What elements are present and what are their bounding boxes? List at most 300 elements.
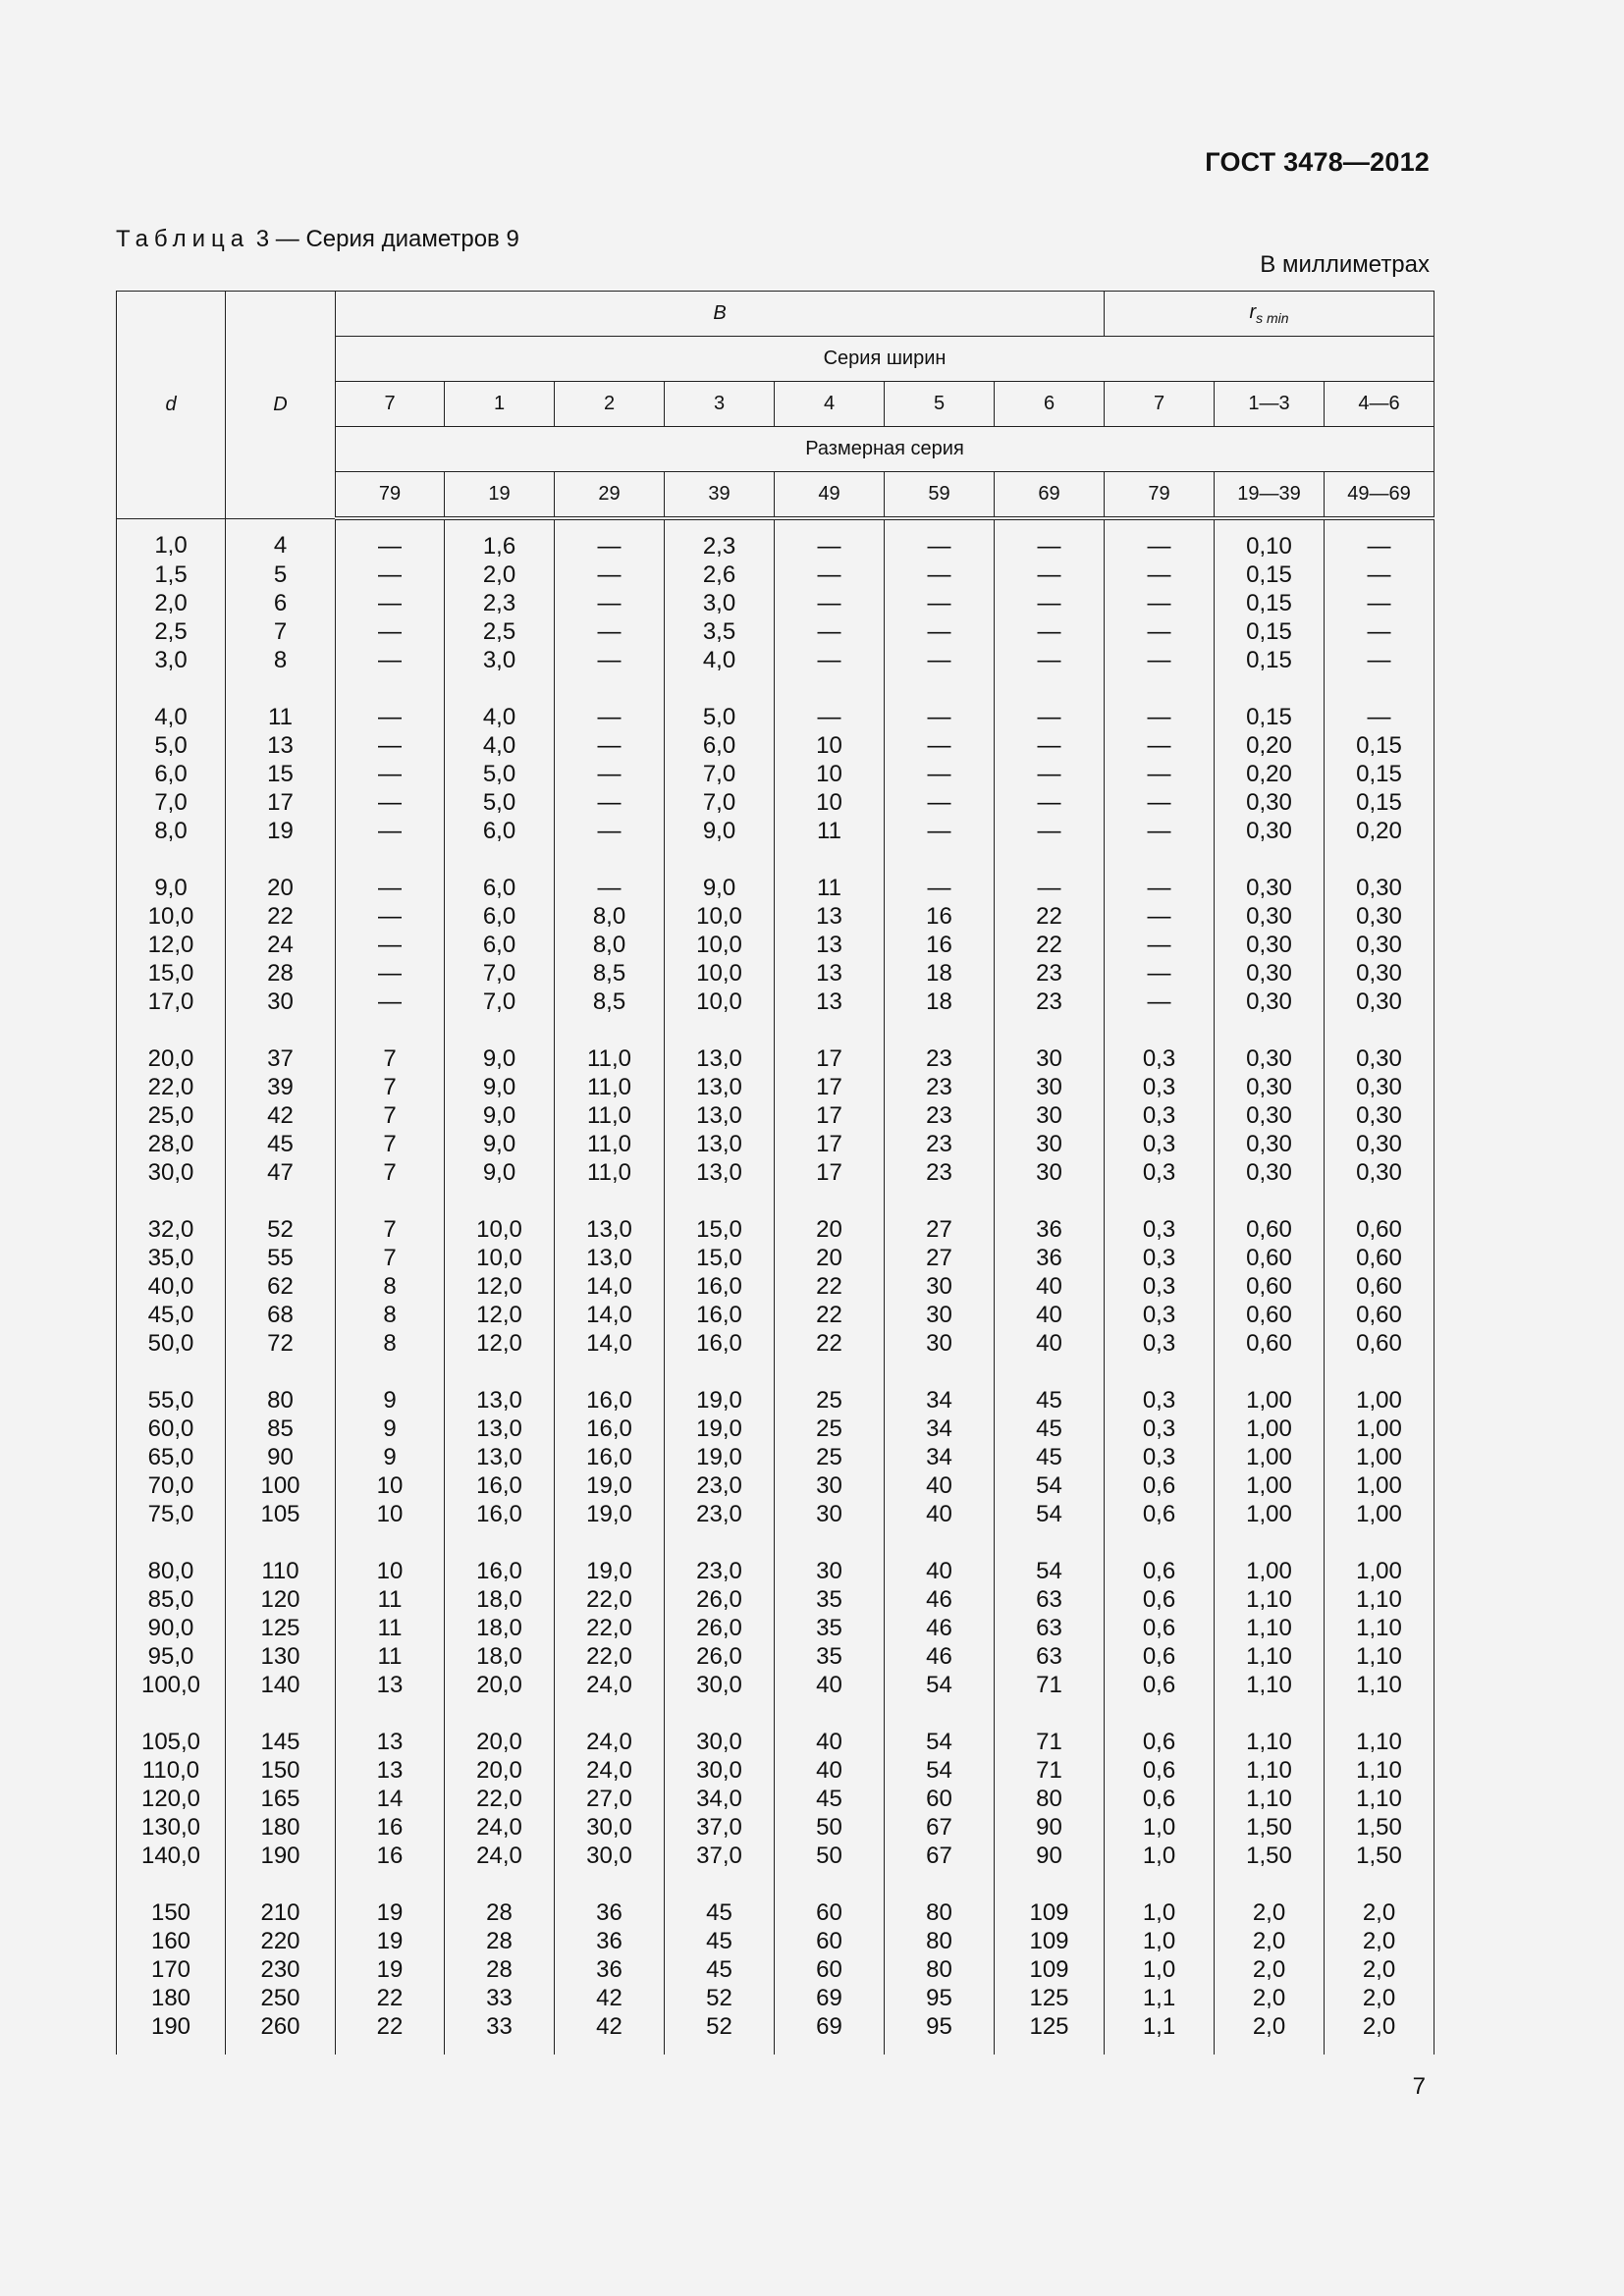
table-cell: 10,0 — [665, 959, 775, 988]
table-cell: 0,30 — [1215, 1016, 1325, 1073]
table-cell: 7 — [336, 1187, 445, 1244]
table-cell: 0,30 — [1325, 1073, 1435, 1101]
table-cell: 1,10 — [1325, 1699, 1435, 1756]
table-cell: 13,0 — [445, 1415, 555, 1443]
table-cell: — — [555, 646, 665, 674]
table-row — [117, 1244, 1435, 1272]
table-cell: 1,0 — [117, 518, 226, 561]
table-cell: 250 — [226, 1984, 336, 2012]
table-cell: 36 — [995, 1244, 1105, 1272]
table-cell: 42 — [555, 1984, 665, 2012]
table-cell: 10,0 — [117, 902, 226, 931]
table-cell: 120,0 — [117, 1785, 226, 1813]
table-cell: 6,0 — [445, 931, 555, 959]
table-cell: 5,0 — [665, 674, 775, 731]
table-cell: 0,30 — [1325, 845, 1435, 902]
table-cell: 68 — [226, 1301, 336, 1329]
table-cell: 19 — [336, 1955, 445, 1984]
table-cell: 11 — [775, 817, 885, 845]
table-cell: 71 — [995, 1671, 1105, 1699]
table-row — [117, 1699, 1435, 1756]
table-cell: 24,0 — [445, 1813, 555, 1842]
table-cell: 0,3 — [1105, 1415, 1215, 1443]
table-cell: 52 — [665, 2012, 775, 2055]
table-cell: 0,15 — [1215, 674, 1325, 731]
table-cell: — — [1325, 589, 1435, 617]
table-cell: 0,3 — [1105, 1443, 1215, 1471]
width-series-cell: 4 — [775, 382, 885, 427]
table-cell: — — [1325, 518, 1435, 561]
table-cell: — — [336, 959, 445, 988]
table-cell: 2,0 — [1325, 1927, 1435, 1955]
table-cell: 40 — [775, 1756, 885, 1785]
table-cell: 260 — [226, 2012, 336, 2055]
table-row — [117, 1101, 1435, 1130]
table-cell: 12,0 — [445, 1301, 555, 1329]
table-cell: 70,0 — [117, 1471, 226, 1500]
header-dimension-series: Размерная серия — [336, 427, 1435, 472]
table-cell: 54 — [995, 1528, 1105, 1585]
table-cell: 210 — [226, 1870, 336, 1927]
table-cell: 13 — [775, 931, 885, 959]
table-cell: 45 — [665, 1870, 775, 1927]
table-row — [117, 731, 1435, 760]
table-cell: — — [555, 817, 665, 845]
table-cell: — — [1105, 788, 1215, 817]
table-cell: 20 — [775, 1244, 885, 1272]
table-cell: 9,0 — [445, 1158, 555, 1187]
table-cell: 8 — [336, 1272, 445, 1301]
table-cell: 17,0 — [117, 988, 226, 1016]
table-cell: 190 — [226, 1842, 336, 1870]
table-body — [117, 518, 1435, 2055]
table-row — [117, 1443, 1435, 1471]
table-cell: 2,0 — [117, 589, 226, 617]
table-cell: 19,0 — [555, 1528, 665, 1585]
table-cell: 20,0 — [117, 1016, 226, 1073]
table-cell: 10,0 — [665, 931, 775, 959]
table-cell: 42 — [555, 2012, 665, 2055]
table-cell: 140,0 — [117, 1842, 226, 1870]
table-cell: 12,0 — [445, 1329, 555, 1358]
table-cell: 0,3 — [1105, 1073, 1215, 1101]
table-cell: 0,3 — [1105, 1158, 1215, 1187]
table-cell: 60,0 — [117, 1415, 226, 1443]
table-cell: 34,0 — [665, 1785, 775, 1813]
table-cell: — — [1105, 617, 1215, 646]
table-cell: — — [336, 617, 445, 646]
table-cell: — — [885, 845, 995, 902]
table-cell: 1,10 — [1215, 1585, 1325, 1614]
table-cell: 2,0 — [1325, 1955, 1435, 1984]
table-cell: 0,30 — [1325, 1158, 1435, 1187]
table-cell: 0,30 — [1215, 931, 1325, 959]
table-cell: 13,0 — [665, 1016, 775, 1073]
table-cell: — — [1105, 817, 1215, 845]
table-cell: 36 — [555, 1870, 665, 1927]
dimension-series-cell: 79 — [336, 472, 445, 519]
table-cell: 2,6 — [665, 561, 775, 589]
table-cell: — — [995, 760, 1105, 788]
table-cell: 1,5 — [117, 561, 226, 589]
table-cell: 13,0 — [665, 1158, 775, 1187]
table-cell: 16,0 — [665, 1301, 775, 1329]
table-cell: 30 — [885, 1301, 995, 1329]
table-cell: 19 — [336, 1870, 445, 1927]
table-cell: — — [1325, 617, 1435, 646]
table-cell: 36 — [995, 1187, 1105, 1244]
table-cell: 9,0 — [445, 1016, 555, 1073]
table-cell: 26,0 — [665, 1585, 775, 1614]
table-cell: 90 — [995, 1842, 1105, 1870]
table-cell: 7,0 — [445, 988, 555, 1016]
units-note: В миллиметрах — [1260, 251, 1430, 278]
table-cell: 0,30 — [1325, 1130, 1435, 1158]
table-cell: 18,0 — [445, 1585, 555, 1614]
table-cell: 22,0 — [555, 1642, 665, 1671]
table-cell: 0,60 — [1215, 1244, 1325, 1272]
table-cell: 150 — [117, 1870, 226, 1927]
table-cell: 17 — [775, 1130, 885, 1158]
table-cell: — — [1105, 589, 1215, 617]
table-cell: 8 — [336, 1329, 445, 1358]
table-cell: 2,0 — [1325, 1870, 1435, 1927]
table-cell: 22 — [995, 931, 1105, 959]
table-cell: 8,0 — [555, 902, 665, 931]
table-cell: 11 — [336, 1614, 445, 1642]
table-cell: 46 — [885, 1585, 995, 1614]
table-row — [117, 1415, 1435, 1443]
table-cell: 13 — [775, 959, 885, 988]
table-cell: 30 — [995, 1158, 1105, 1187]
table-cell: 16,0 — [665, 1272, 775, 1301]
table-cell: 0,30 — [1215, 845, 1325, 902]
table-cell: — — [336, 845, 445, 902]
table-cell: 1,00 — [1325, 1443, 1435, 1471]
table-cell: — — [555, 731, 665, 760]
table-cell: 0,30 — [1215, 959, 1325, 988]
table-cell: 40 — [995, 1301, 1105, 1329]
table-cell: — — [885, 674, 995, 731]
table-cell: — — [555, 617, 665, 646]
table-cell: — — [1325, 674, 1435, 731]
table-cell: 0,6 — [1105, 1671, 1215, 1699]
table-row — [117, 1756, 1435, 1785]
table-cell: 22 — [336, 2012, 445, 2055]
table-cell: 13 — [336, 1756, 445, 1785]
table-cell: 23 — [995, 959, 1105, 988]
table-cell: 63 — [995, 1585, 1105, 1614]
table-cell: 15,0 — [665, 1187, 775, 1244]
table-caption-label: Таблица — [116, 226, 250, 252]
table-cell: — — [336, 589, 445, 617]
table-cell: 8,0 — [117, 817, 226, 845]
table-cell: — — [336, 817, 445, 845]
table-cell: 69 — [775, 2012, 885, 2055]
table-cell: 24,0 — [555, 1671, 665, 1699]
table-cell: 42 — [226, 1101, 336, 1130]
table-cell: 0,6 — [1105, 1585, 1215, 1614]
table-cell: — — [775, 674, 885, 731]
table-cell: 0,20 — [1215, 731, 1325, 760]
table-cell: 9 — [336, 1415, 445, 1443]
table-cell: 67 — [885, 1842, 995, 1870]
table-cell: — — [1105, 646, 1215, 674]
table-cell: — — [555, 674, 665, 731]
table-cell: 20,0 — [445, 1699, 555, 1756]
table-cell: — — [555, 788, 665, 817]
table-cell: 24 — [226, 931, 336, 959]
table-cell: 2,0 — [1325, 2012, 1435, 2055]
table-cell: 0,15 — [1325, 731, 1435, 760]
table-cell: 23 — [885, 1101, 995, 1130]
table-cell: 23 — [885, 1016, 995, 1073]
table-cell: 30 — [995, 1073, 1105, 1101]
table-cell: 1,00 — [1325, 1500, 1435, 1528]
table-row — [117, 1500, 1435, 1528]
width-series-cell: 1—3 — [1215, 382, 1325, 427]
table-cell: 36 — [555, 1955, 665, 1984]
table-cell: 39 — [226, 1073, 336, 1101]
table-cell: 16,0 — [555, 1443, 665, 1471]
table-cell: — — [885, 731, 995, 760]
table-cell: — — [336, 988, 445, 1016]
table-cell: 120 — [226, 1585, 336, 1614]
table-cell: 1,00 — [1325, 1415, 1435, 1443]
table-cell: 85,0 — [117, 1585, 226, 1614]
width-series-cell: 6 — [995, 382, 1105, 427]
table-cell: 22 — [775, 1329, 885, 1358]
table-cell: 7 — [336, 1130, 445, 1158]
table-cell: 12,0 — [445, 1272, 555, 1301]
header-rs-base: r — [1249, 301, 1257, 323]
table-cell: — — [1105, 931, 1215, 959]
dimensions-table — [116, 291, 1435, 2055]
table-cell: 45 — [995, 1358, 1105, 1415]
table-cell: 1,00 — [1325, 1358, 1435, 1415]
table-cell: 7 — [336, 1158, 445, 1187]
table-cell: — — [1105, 959, 1215, 988]
table-cell: 95 — [885, 1984, 995, 2012]
table-cell: 13,0 — [555, 1244, 665, 1272]
table-cell: 0,30 — [1325, 988, 1435, 1016]
table-cell: 1,00 — [1215, 1415, 1325, 1443]
table-cell: 2,0 — [1325, 1984, 1435, 2012]
table-cell: 0,30 — [1215, 817, 1325, 845]
table-header — [117, 292, 1435, 519]
table-cell: 8,5 — [555, 959, 665, 988]
table-cell: 65,0 — [117, 1443, 226, 1471]
table-cell: — — [885, 617, 995, 646]
table-cell: 1,10 — [1215, 1642, 1325, 1671]
table-cell: 40 — [885, 1528, 995, 1585]
table-cell: 17 — [775, 1101, 885, 1130]
table-cell: 90 — [226, 1443, 336, 1471]
table-cell: 14,0 — [555, 1272, 665, 1301]
table-cell: 4,0 — [445, 674, 555, 731]
width-series-cell: 7 — [1105, 382, 1215, 427]
table-cell: 28 — [445, 1870, 555, 1927]
width-series-cell: 1 — [445, 382, 555, 427]
table-cell: 60 — [775, 1870, 885, 1927]
table-cell: 11,0 — [555, 1073, 665, 1101]
table-cell: 6,0 — [117, 760, 226, 788]
header-d: d — [117, 292, 226, 519]
table-cell: 1,10 — [1215, 1785, 1325, 1813]
table-cell: — — [336, 760, 445, 788]
table-cell: 130 — [226, 1642, 336, 1671]
table-cell: 22,0 — [555, 1614, 665, 1642]
table-cell: — — [1105, 760, 1215, 788]
table-cell: 35 — [775, 1614, 885, 1642]
table-cell: 4,0 — [665, 646, 775, 674]
table-cell: — — [995, 817, 1105, 845]
table-cell: 10,0 — [665, 988, 775, 1016]
table-cell: 71 — [995, 1699, 1105, 1756]
table-cell: — — [1105, 561, 1215, 589]
table-cell: 0,3 — [1105, 1101, 1215, 1130]
table-cell: 30 — [885, 1272, 995, 1301]
table-cell: 1,10 — [1215, 1671, 1325, 1699]
table-cell: 230 — [226, 1955, 336, 1984]
table-cell: 54 — [995, 1500, 1105, 1528]
table-cell: 45,0 — [117, 1301, 226, 1329]
table-cell: 54 — [995, 1471, 1105, 1500]
table-row — [117, 1130, 1435, 1158]
table-cell: 71 — [995, 1756, 1105, 1785]
table-cell: 10 — [336, 1500, 445, 1528]
table-cell: 2,0 — [1215, 1984, 1325, 2012]
table-cell: 22 — [226, 902, 336, 931]
table-cell: 37 — [226, 1016, 336, 1073]
table-cell: 0,3 — [1105, 1329, 1215, 1358]
table-cell: 36 — [555, 1927, 665, 1955]
table-cell: — — [775, 518, 885, 561]
table-cell: 1,0 — [1105, 1870, 1215, 1927]
table-cell: 45 — [226, 1130, 336, 1158]
table-cell: 13,0 — [445, 1358, 555, 1415]
table-cell: 0,60 — [1215, 1301, 1325, 1329]
table-cell: — — [775, 589, 885, 617]
table-cell: 1,00 — [1325, 1528, 1435, 1585]
table-row — [117, 1671, 1435, 1699]
table-cell: 28 — [445, 1955, 555, 1984]
table-cell: 28 — [445, 1927, 555, 1955]
table-cell: 14,0 — [555, 1301, 665, 1329]
table-cell: 6,0 — [445, 817, 555, 845]
table-row — [117, 817, 1435, 845]
table-cell: 7,0 — [117, 788, 226, 817]
table-cell: 30,0 — [555, 1842, 665, 1870]
table-cell: — — [1325, 646, 1435, 674]
table-cell: 1,10 — [1325, 1671, 1435, 1699]
table-cell: 30,0 — [555, 1813, 665, 1842]
table-cell: — — [995, 617, 1105, 646]
table-cell: 4,0 — [117, 674, 226, 731]
table-cell: 5 — [226, 561, 336, 589]
table-cell: 19,0 — [555, 1471, 665, 1500]
table-cell: 0,60 — [1215, 1329, 1325, 1358]
table-cell: 69 — [775, 1984, 885, 2012]
table-cell: 0,3 — [1105, 1358, 1215, 1415]
table-cell: — — [885, 817, 995, 845]
table-cell: 13,0 — [555, 1187, 665, 1244]
table-cell: 27 — [885, 1244, 995, 1272]
table-cell: 24,0 — [555, 1699, 665, 1756]
table-cell: 1,00 — [1325, 1471, 1435, 1500]
table-row — [117, 845, 1435, 902]
dimension-series-cell: 39 — [665, 472, 775, 519]
table-cell: 23 — [885, 1158, 995, 1187]
table-cell: — — [995, 845, 1105, 902]
table-cell: 25,0 — [117, 1101, 226, 1130]
table-cell: 95,0 — [117, 1642, 226, 1671]
table-cell: 1,50 — [1215, 1842, 1325, 1870]
table-cell: 109 — [995, 1927, 1105, 1955]
table-cell: 23,0 — [665, 1471, 775, 1500]
table-cell: 26,0 — [665, 1642, 775, 1671]
table-cell: 63 — [995, 1642, 1105, 1671]
table-cell: 1,50 — [1325, 1842, 1435, 1870]
table-row — [117, 959, 1435, 988]
table-cell: 0,6 — [1105, 1642, 1215, 1671]
table-cell: 18,0 — [445, 1642, 555, 1671]
table-cell: — — [995, 518, 1105, 561]
table-cell: 20 — [775, 1187, 885, 1244]
table-cell: 23 — [885, 1130, 995, 1158]
table-cell: 7,0 — [445, 959, 555, 988]
table-cell: 160 — [117, 1927, 226, 1955]
table-cell: 60 — [775, 1955, 885, 1984]
table-cell: 13 — [336, 1671, 445, 1699]
table-cell: 33 — [445, 1984, 555, 2012]
table-cell: 105 — [226, 1500, 336, 1528]
table-cell: — — [336, 518, 445, 561]
table-cell: 16,0 — [555, 1415, 665, 1443]
table-cell: 40 — [775, 1699, 885, 1756]
table-cell: 13 — [226, 731, 336, 760]
table-cell: 16 — [336, 1813, 445, 1842]
table-cell: 3,0 — [117, 646, 226, 674]
table-cell: 5,0 — [445, 788, 555, 817]
table-cell: 80 — [885, 1870, 995, 1927]
table-cell: 5,0 — [117, 731, 226, 760]
table-cell: 11,0 — [555, 1130, 665, 1158]
table-cell: 6,0 — [665, 731, 775, 760]
table-cell: 40 — [995, 1329, 1105, 1358]
table-cell: 18 — [885, 959, 995, 988]
table-cell: 54 — [885, 1699, 995, 1756]
table-cell: 13,0 — [665, 1101, 775, 1130]
width-series-cell: 3 — [665, 382, 775, 427]
table-cell: 3,0 — [445, 646, 555, 674]
table-cell: 0,10 — [1215, 518, 1325, 561]
table-cell: 9 — [336, 1358, 445, 1415]
table-cell: 30,0 — [117, 1158, 226, 1187]
table-cell: 35,0 — [117, 1244, 226, 1272]
table-cell: 45 — [665, 1955, 775, 1984]
table-cell: 19,0 — [665, 1443, 775, 1471]
table-cell: 80,0 — [117, 1528, 226, 1585]
table-cell: 0,30 — [1215, 1130, 1325, 1158]
table-cell: 19,0 — [665, 1415, 775, 1443]
table-cell: — — [775, 617, 885, 646]
table-cell: 6 — [226, 589, 336, 617]
table-cell: 10 — [775, 760, 885, 788]
table-cell: 16,0 — [445, 1500, 555, 1528]
table-row — [117, 1528, 1435, 1585]
table-cell: — — [555, 589, 665, 617]
